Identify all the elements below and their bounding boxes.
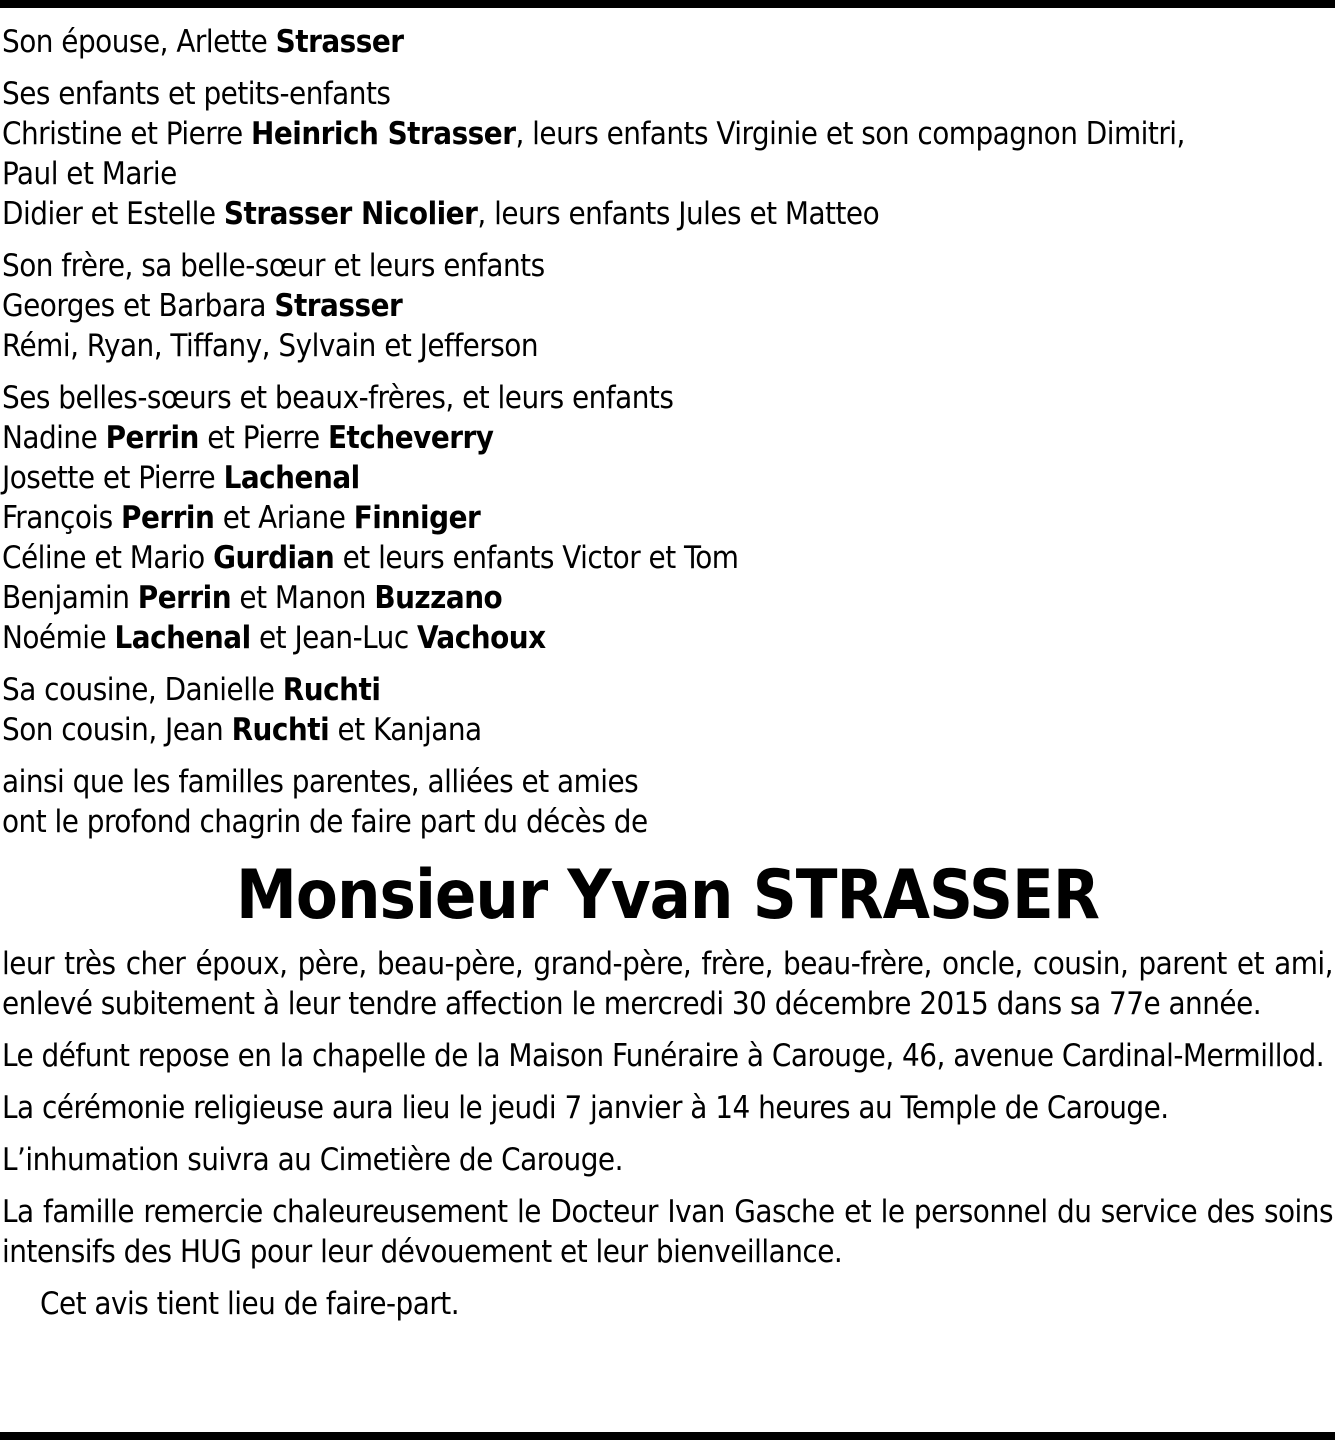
- surname: Strasser: [275, 24, 404, 60]
- text-run: , leurs enfants Jules et Matteo: [477, 196, 880, 232]
- surname: Finniger: [353, 500, 481, 536]
- surname: Perrin: [121, 500, 215, 536]
- family-block: [2, 246, 1333, 366]
- paragraph-thanks: La famille remercie chaleureusement le Docteur Ivan Gasche et le personnel du service des soins intensifs des HUG pour leur dévouement et leur bienveillance.: [2, 1194, 1333, 1270]
- surname: Gurdian: [213, 540, 335, 576]
- family-line: [2, 538, 1333, 578]
- text-run: et leurs enfants Victor et Tom: [334, 540, 739, 576]
- notice-body: [2, 944, 1333, 1324]
- text-run: et Pierre: [198, 420, 328, 456]
- paragraph-ceremony: La cérémonie religieuse aura lieu le jeudi 7 janvier à 14 heures au Temple de Carouge.: [2, 1090, 1169, 1126]
- surname: Heinrich Strasser: [251, 116, 516, 152]
- text-run: Josette et Pierre: [2, 460, 224, 496]
- text-run: Sa cousine, Danielle: [2, 672, 283, 708]
- family-line: [2, 74, 1333, 114]
- text-run: Céline et Mario: [2, 540, 214, 576]
- family-line: [2, 802, 1333, 842]
- surname: Vachoux: [417, 620, 546, 656]
- surname: Etcheverry: [327, 420, 494, 456]
- text-run: Ses belles-sœurs et beaux-frères, et leurs enfants: [2, 380, 674, 416]
- family-line: [2, 378, 1333, 418]
- text-run: Paul et Marie: [2, 156, 177, 192]
- text-run: Son cousin, Jean: [2, 712, 232, 748]
- text-run: Son épouse, Arlette: [2, 24, 276, 60]
- family-line: [2, 326, 1333, 366]
- family-line: [2, 22, 1333, 62]
- family-block: [2, 762, 1333, 842]
- bottom-rule: [0, 1432, 1335, 1440]
- family-line: [2, 246, 1333, 286]
- text-run: Benjamin: [2, 580, 138, 616]
- text-run: et Ariane: [214, 500, 354, 536]
- family-line: [2, 154, 1333, 194]
- text-run: Son frère, sa belle-sœur et leurs enfants: [2, 248, 545, 284]
- surname: Strasser: [274, 288, 403, 324]
- text-run: ainsi que les familles parentes, alliées et amies: [2, 764, 639, 800]
- family-block: [2, 670, 1333, 750]
- family-line: [2, 710, 1333, 750]
- text-run: Rémi, Ryan, Tiffany, Sylvain et Jefferson: [2, 328, 539, 364]
- text-run: ont le profond chagrin de faire part du décès de: [2, 804, 648, 840]
- surname: Lachenal: [114, 620, 251, 656]
- deceased-name: Monsieur Yvan STRASSER: [236, 856, 1099, 935]
- surname: Ruchti: [282, 672, 381, 708]
- surname: Perrin: [137, 580, 232, 616]
- text-run: Georges et Barbara: [2, 288, 275, 324]
- family-line: [2, 418, 1333, 458]
- text-run: François: [2, 500, 122, 536]
- top-rule: [0, 0, 1335, 8]
- family-line: [2, 670, 1333, 710]
- family-line: [2, 194, 1333, 234]
- text-run: et Kanjana: [329, 712, 482, 748]
- family-list: [2, 22, 1333, 842]
- family-line: [2, 114, 1333, 154]
- surname: Buzzano: [374, 580, 503, 616]
- family-block: [2, 22, 1333, 62]
- family-line: [2, 498, 1333, 538]
- surname: Lachenal: [223, 460, 360, 496]
- family-line: [2, 578, 1333, 618]
- family-line: [2, 762, 1333, 802]
- obituary-notice: [2, 22, 1333, 1336]
- text-run: , leurs enfants Virginie et son compagnon Dimitri,: [515, 116, 1185, 152]
- text-run: Christine et Pierre: [2, 116, 251, 152]
- paragraph-burial: L’inhumation suivra au Cimetière de Carouge.: [2, 1142, 623, 1178]
- text-run: et Jean-Luc: [250, 620, 418, 656]
- text-run: Nadine: [2, 420, 106, 456]
- closing-note: Cet avis tient lieu de faire-part.: [40, 1286, 460, 1322]
- family-block: [2, 74, 1333, 234]
- surname: Ruchti: [231, 712, 330, 748]
- family-line: [2, 458, 1333, 498]
- text-run: Didier et Estelle: [2, 196, 224, 232]
- family-line: [2, 618, 1333, 658]
- surname: Strasser Nicolier: [223, 196, 478, 232]
- text-run: Noémie: [2, 620, 115, 656]
- paragraph-announcement: leur très cher époux, père, beau-père, grand-père, frère, beau-frère, oncle, cousin, parent et ami, enlevé subitement à leur tendre affection le mercredi 30 décembre 2015 dans sa 77e année.: [2, 946, 1333, 1022]
- text-run: Ses enfants et petits-enfants: [2, 76, 391, 112]
- text-run: et Manon: [231, 580, 375, 616]
- paragraph-viewing: Le défunt repose en la chapelle de la Maison Funéraire à Carouge, 46, avenue Cardinal-Mermillod.: [2, 1038, 1325, 1074]
- family-block: [2, 378, 1333, 658]
- family-line: [2, 286, 1333, 326]
- surname: Perrin: [105, 420, 199, 456]
